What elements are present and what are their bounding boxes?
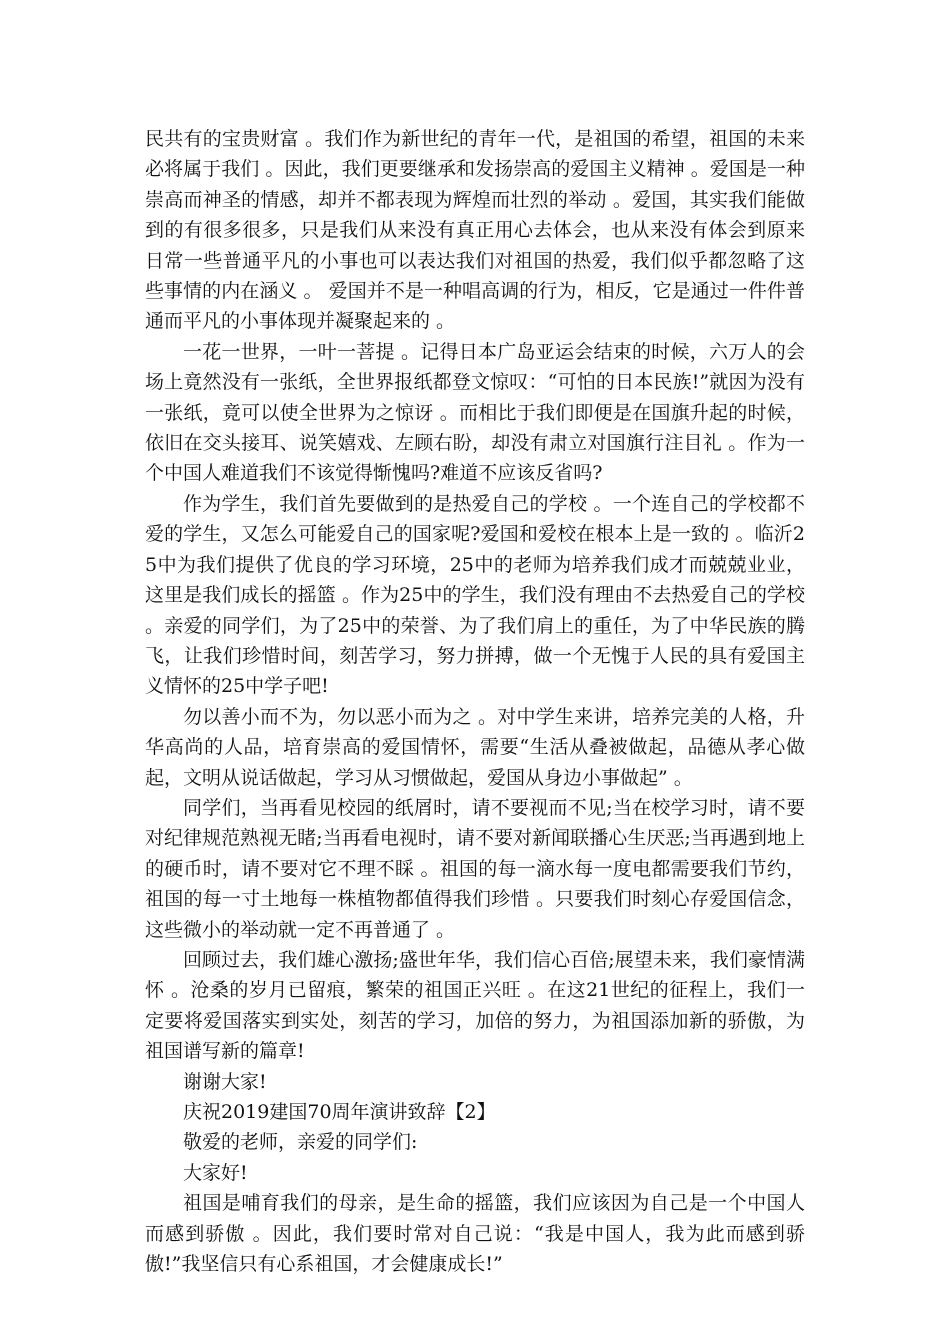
salutation: 敬爱的老师，亲爱的同学们: [183,1131,418,1154]
paragraph: 祖国是哺育我们的母亲，是生命的摇篮，我们应该因为自己是一个中国人而感到骄傲 。因此，我们要时常对自己说：“我是中国人，我为此而感到骄傲!”我坚信只有心系祖国，才会健康成长!” [145,1192,805,1276]
closing-thanks: 谢谢大家! [183,1070,267,1093]
paragraph: 作为学生，我们首先要做到的是热爱自己的学校 。一个连自己的学校都不爱的学生，又怎么可能爱自己的国家呢?爱国和爱校在根本上是一致的 。临沂25中为我们提供了优良的学习环境，25中的老师为培养我们成才而兢兢业业，这里是我们成长的摇篮 。作为25中的学生，我们没有理由不去热爱自己的学校 。亲爱的同学们，为了25中的荣誉、为了我们肩上的重任，为了中华民族的腾飞，让我们珍惜时间，刻苦学习，努力拼搏，做一个无愧于人民的具有爱国主义情怀的25中学子吧! [145,492,805,698]
paragraph: 勿以善小而不为，勿以恶小而为之 。对中学生来讲，培养完美的人格，升华高尚的人品，培育崇高的爱国情怀，需要“生活从叠被做起，品德从孝心做起，文明从说话做起，学习从习惯做起，爱国从身边小事做起” 。 [145,705,805,789]
paragraph: 同学们，当再看见校园的纸屑时，请不要视而不见;当在校学习时，请不要对纪律规范熟视无睹;当再看电视时，请不要对新闻联播心生厌恶;当再遇到地上的硬币时，请不要对它不理不睬 。祖国的每一滴水每一度电都需要我们节约，祖国的每一寸土地每一株植物都值得我们珍惜 。只要我们时刻心存爱国信念，这些微小的举动就一定不再普通了 。 [145,796,805,941]
paragraph: 民共有的宝贵财富 。我们作为新世纪的青年一代，是祖国的希望，祖国的未来必将属于我们 。因此，我们更要继承和发扬崇高的爱国主义精神 。爱国是一种崇高而神圣的情感，却并不都表现为辉煌而壮烈的举动 。爱国，其实我们能做到的有很多很多，只是我们从来没有真正用心去体会，也从来没有体会到原来日常一些普通平凡的小事也可以表达我们对祖国的热爱，我们似乎都忽略了这些事情的内在涵义 。 爱国并不是一种唱高调的行为，相反，它是通过一件件普通而平凡的小事体现并凝聚起来的 。 [145,128,805,333]
paragraph: 一花一世界，一叶一菩提 。记得日本广岛亚运会结束的时候，六万人的会场上竟然没有一张纸，全世界报纸都登文惊叹：“可怕的日本民族!”就因为没有一张纸，竟可以使全世界为之惊讶 。而相比于我们即便是在国旗升起的时候，依旧在交头接耳、说笑嬉戏、左顾右盼，却没有肃立对国旗行注目礼 。作为一个中国人难道我们不该觉得惭愧吗?难道不应该反省吗? [145,340,805,485]
paragraph: 回顾过去，我们雄心激扬;盛世年华，我们信心百倍;展望未来，我们豪情满怀 。沧桑的岁月已留痕，繁荣的祖国正兴旺 。在这21世纪的征程上，我们一定要将爱国落实到实处，刻苦的学习，加倍的努力，为祖国添加新的骄傲，为祖国谱写新的篇章! [145,948,805,1063]
document-body [145,124,805,1279]
section-heading: 庆祝2019建国70周年演讲致辞【2】 [183,1101,496,1123]
greeting: 大家好! [183,1161,248,1184]
